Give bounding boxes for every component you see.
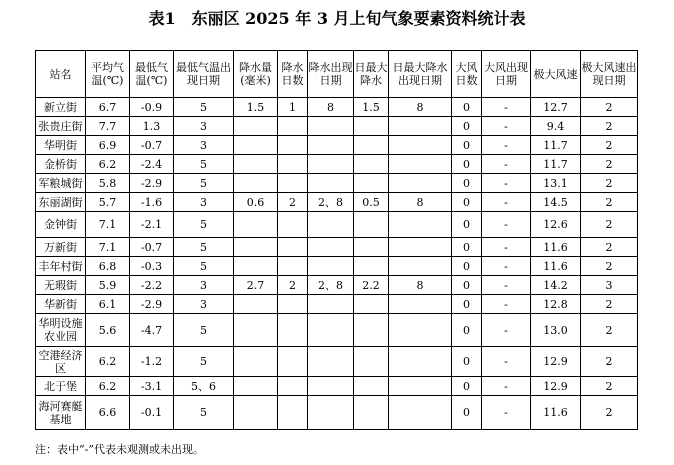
table-cell: 3 xyxy=(174,295,234,314)
table-cell: 12.8 xyxy=(531,295,581,314)
table-cell xyxy=(389,314,452,347)
table-cell xyxy=(278,174,308,193)
table-cell xyxy=(278,155,308,174)
column-header: 降水日数 xyxy=(278,51,308,98)
table-cell xyxy=(389,257,452,276)
table-row xyxy=(36,155,638,174)
table-cell: 2 xyxy=(581,257,638,276)
table-cell: 1 xyxy=(278,98,308,117)
table-cell: 12.6 xyxy=(531,212,581,238)
table-row xyxy=(36,238,638,257)
station-name-cell: 华明街 xyxy=(36,136,86,155)
table-cell xyxy=(354,257,389,276)
table-cell xyxy=(278,136,308,155)
table-cell: 5.6 xyxy=(86,314,130,347)
table-cell: 3 xyxy=(581,276,638,295)
station-name-cell: 北于堡 xyxy=(36,377,86,396)
table-cell xyxy=(278,238,308,257)
table-row xyxy=(36,117,638,136)
table-cell: 14.2 xyxy=(531,276,581,295)
table-cell: 5.9 xyxy=(86,276,130,295)
table-cell xyxy=(354,377,389,396)
table-cell: 0 xyxy=(452,174,482,193)
station-name-cell: 东丽湖街 xyxy=(36,193,86,212)
table-cell: -0.7 xyxy=(130,136,174,155)
table-cell xyxy=(354,295,389,314)
table-cell: - xyxy=(482,155,531,174)
table-cell: - xyxy=(482,314,531,347)
table-cell: - xyxy=(482,117,531,136)
table-cell: 12.7 xyxy=(531,98,581,117)
table-cell: 3 xyxy=(174,117,234,136)
station-name-cell: 海河赛艇基地 xyxy=(36,396,86,430)
table-cell: 5 xyxy=(174,98,234,117)
table-cell: 2.7 xyxy=(234,276,278,295)
table-row xyxy=(36,136,638,155)
table-cell xyxy=(234,238,278,257)
table-cell xyxy=(234,295,278,314)
table-cell xyxy=(308,155,354,174)
table-cell: -1.2 xyxy=(130,347,174,377)
table-cell: 0 xyxy=(452,155,482,174)
table-cell: 0 xyxy=(452,295,482,314)
weather-stats-table xyxy=(35,50,638,430)
table-cell: 1.5 xyxy=(354,98,389,117)
table-cell: 1.3 xyxy=(130,117,174,136)
table-cell: 6.7 xyxy=(86,98,130,117)
table-row xyxy=(36,377,638,396)
station-name-cell: 无瑕街 xyxy=(36,276,86,295)
table-cell xyxy=(308,257,354,276)
table-cell: 5 xyxy=(174,314,234,347)
table-row xyxy=(36,212,638,238)
table-cell: 0 xyxy=(452,238,482,257)
table-cell: 2、8 xyxy=(308,193,354,212)
table-cell xyxy=(389,136,452,155)
table-cell xyxy=(308,238,354,257)
column-header: 极大风速 xyxy=(531,51,581,98)
column-header: 降水量(毫米) xyxy=(234,51,278,98)
table-cell: - xyxy=(482,295,531,314)
table-cell xyxy=(354,396,389,430)
table-cell: 0 xyxy=(452,257,482,276)
table-cell xyxy=(278,212,308,238)
table-cell xyxy=(389,238,452,257)
table-cell: -2.9 xyxy=(130,295,174,314)
table-cell: 5、6 xyxy=(174,377,234,396)
table-cell: - xyxy=(482,98,531,117)
table-cell: 2.2 xyxy=(354,276,389,295)
table-cell: - xyxy=(482,174,531,193)
table-cell: -0.1 xyxy=(130,396,174,430)
table-cell: 0 xyxy=(452,396,482,430)
column-header: 降水出现日期 xyxy=(308,51,354,98)
table-cell: 0 xyxy=(452,136,482,155)
station-name-cell: 万新街 xyxy=(36,238,86,257)
table-cell: 3 xyxy=(174,193,234,212)
table-cell: 14.5 xyxy=(531,193,581,212)
station-name-cell: 张贵庄街 xyxy=(36,117,86,136)
station-name-cell: 空港经济区 xyxy=(36,347,86,377)
table-cell: 5 xyxy=(174,257,234,276)
table-cell: 6.9 xyxy=(86,136,130,155)
table-cell: 2 xyxy=(581,377,638,396)
table-cell: - xyxy=(482,377,531,396)
station-name-cell: 丰年村街 xyxy=(36,257,86,276)
table-cell xyxy=(389,117,452,136)
table-cell: 11.6 xyxy=(531,238,581,257)
station-name-cell: 金桥街 xyxy=(36,155,86,174)
table-cell: - xyxy=(482,193,531,212)
table-cell: 8 xyxy=(308,98,354,117)
table-cell xyxy=(278,396,308,430)
table-cell: 5.7 xyxy=(86,193,130,212)
table-cell xyxy=(389,155,452,174)
table-cell xyxy=(278,377,308,396)
table-cell: 7.1 xyxy=(86,238,130,257)
table-cell: 13.1 xyxy=(531,174,581,193)
table-cell xyxy=(234,257,278,276)
table-cell: 12.9 xyxy=(531,347,581,377)
table-cell: 2 xyxy=(581,212,638,238)
table-cell xyxy=(234,314,278,347)
station-name-cell: 华新街 xyxy=(36,295,86,314)
table-cell xyxy=(308,174,354,193)
table-cell: - xyxy=(482,136,531,155)
table-cell: 6.2 xyxy=(86,155,130,174)
table-cell: -0.3 xyxy=(130,257,174,276)
table-cell: 11.7 xyxy=(531,155,581,174)
table-cell: 6.1 xyxy=(86,295,130,314)
table-cell: 5 xyxy=(174,174,234,193)
table-cell xyxy=(308,396,354,430)
table-cell xyxy=(389,396,452,430)
table-cell: 5 xyxy=(174,347,234,377)
table-cell xyxy=(389,295,452,314)
table-row xyxy=(36,276,638,295)
table-cell: 0.6 xyxy=(234,193,278,212)
station-name-cell: 新立街 xyxy=(36,98,86,117)
table-cell xyxy=(354,314,389,347)
table-cell xyxy=(308,295,354,314)
table-cell: 0 xyxy=(452,98,482,117)
table-cell: 6.8 xyxy=(86,257,130,276)
table-cell: 2 xyxy=(581,98,638,117)
table-cell xyxy=(354,212,389,238)
table-cell: 0.5 xyxy=(354,193,389,212)
header-row xyxy=(36,51,638,98)
table-cell: 11.6 xyxy=(531,257,581,276)
table-cell: 0 xyxy=(452,276,482,295)
table-cell: 1.5 xyxy=(234,98,278,117)
column-header: 大风日数 xyxy=(452,51,482,98)
table-cell: -0.7 xyxy=(130,238,174,257)
table-cell: 13.0 xyxy=(531,314,581,347)
table-cell: 12.9 xyxy=(531,377,581,396)
table-cell: 2、8 xyxy=(308,276,354,295)
table-cell: 0 xyxy=(452,117,482,136)
table-cell: 7.1 xyxy=(86,212,130,238)
table-cell xyxy=(278,314,308,347)
table-cell: 3 xyxy=(174,276,234,295)
station-name-cell: 军粮城街 xyxy=(36,174,86,193)
table-row xyxy=(36,314,638,347)
table-cell xyxy=(234,117,278,136)
table-cell: -4.7 xyxy=(130,314,174,347)
table-cell xyxy=(354,238,389,257)
table-cell: 2 xyxy=(278,276,308,295)
table-cell: 7.7 xyxy=(86,117,130,136)
table-cell: 11.7 xyxy=(531,136,581,155)
table-row xyxy=(36,174,638,193)
table-row xyxy=(36,347,638,377)
table-cell: 8 xyxy=(389,98,452,117)
table-cell xyxy=(234,396,278,430)
station-name-cell: 金钟街 xyxy=(36,212,86,238)
table-cell: 5 xyxy=(174,212,234,238)
table-cell: 2 xyxy=(581,314,638,347)
table-cell: 3 xyxy=(174,136,234,155)
table-cell xyxy=(308,347,354,377)
table-cell xyxy=(389,347,452,377)
table-cell xyxy=(308,377,354,396)
table-cell: 2 xyxy=(581,295,638,314)
column-header: 最低气温(℃) xyxy=(130,51,174,98)
table-cell: 5 xyxy=(174,155,234,174)
table-cell: - xyxy=(482,238,531,257)
table-cell xyxy=(354,155,389,174)
column-header: 最低气温出现日期 xyxy=(174,51,234,98)
table-cell: 2 xyxy=(581,136,638,155)
table-cell xyxy=(389,212,452,238)
table-cell: 5 xyxy=(174,238,234,257)
table-cell xyxy=(308,136,354,155)
table-cell: -2.9 xyxy=(130,174,174,193)
table-cell: 0 xyxy=(452,212,482,238)
table-title: 表1 东丽区 2025 年 3 月上旬气象要素资料统计表 xyxy=(148,9,526,28)
table-cell: -2.2 xyxy=(130,276,174,295)
table-cell: 2 xyxy=(581,347,638,377)
table-cell: - xyxy=(482,257,531,276)
table-cell xyxy=(234,347,278,377)
table-row xyxy=(36,396,638,430)
table-cell xyxy=(234,174,278,193)
table-row xyxy=(36,257,638,276)
table-cell: 8 xyxy=(389,193,452,212)
table-cell xyxy=(278,117,308,136)
table-cell xyxy=(354,136,389,155)
table-cell: 0 xyxy=(452,347,482,377)
table-cell: -1.6 xyxy=(130,193,174,212)
table-cell xyxy=(354,117,389,136)
table-cell: 11.6 xyxy=(531,396,581,430)
table-cell: 6.2 xyxy=(86,377,130,396)
column-header: 日最大降水 xyxy=(354,51,389,98)
table-cell: 5 xyxy=(174,396,234,430)
table-cell: 2 xyxy=(581,396,638,430)
table-cell: 0 xyxy=(452,377,482,396)
table-cell: - xyxy=(482,212,531,238)
table-cell xyxy=(308,117,354,136)
table-cell: 9.4 xyxy=(531,117,581,136)
table-cell: 2 xyxy=(581,117,638,136)
table-cell xyxy=(354,174,389,193)
table-cell: 8 xyxy=(389,276,452,295)
table-cell: 2 xyxy=(278,193,308,212)
table-cell xyxy=(308,314,354,347)
table-cell xyxy=(278,347,308,377)
table-row xyxy=(36,295,638,314)
table-cell xyxy=(389,174,452,193)
column-header: 日最大降水出现日期 xyxy=(389,51,452,98)
table-row xyxy=(36,98,638,117)
table-cell xyxy=(389,377,452,396)
column-header: 平均气温(℃) xyxy=(86,51,130,98)
table-cell: 2 xyxy=(581,193,638,212)
station-name-cell: 华明设施农业园 xyxy=(36,314,86,347)
table-cell: - xyxy=(482,347,531,377)
table-cell: - xyxy=(482,276,531,295)
table-cell: -2.4 xyxy=(130,155,174,174)
table-cell xyxy=(234,155,278,174)
table-note: 注：表中“-”代表未观测或未出现。 xyxy=(35,443,204,456)
column-header: 极大风速出现日期 xyxy=(581,51,638,98)
table-cell: 0 xyxy=(452,314,482,347)
column-header: 大风出现日期 xyxy=(482,51,531,98)
table-row xyxy=(36,193,638,212)
table-cell xyxy=(278,257,308,276)
table-cell: 2 xyxy=(581,155,638,174)
table-cell xyxy=(234,377,278,396)
table-cell: 5.8 xyxy=(86,174,130,193)
table-cell xyxy=(278,295,308,314)
table-cell xyxy=(308,212,354,238)
table-cell: 6.2 xyxy=(86,347,130,377)
column-header: 站名 xyxy=(36,51,86,98)
table-cell xyxy=(234,212,278,238)
table-cell xyxy=(234,136,278,155)
table-cell: -3.1 xyxy=(130,377,174,396)
table-cell: 6.6 xyxy=(86,396,130,430)
table-cell: - xyxy=(482,396,531,430)
table-cell: 2 xyxy=(581,238,638,257)
table-cell xyxy=(354,347,389,377)
table-cell: 0 xyxy=(452,193,482,212)
table-cell: -2.1 xyxy=(130,212,174,238)
table-cell: 2 xyxy=(581,174,638,193)
table-cell: -0.9 xyxy=(130,98,174,117)
